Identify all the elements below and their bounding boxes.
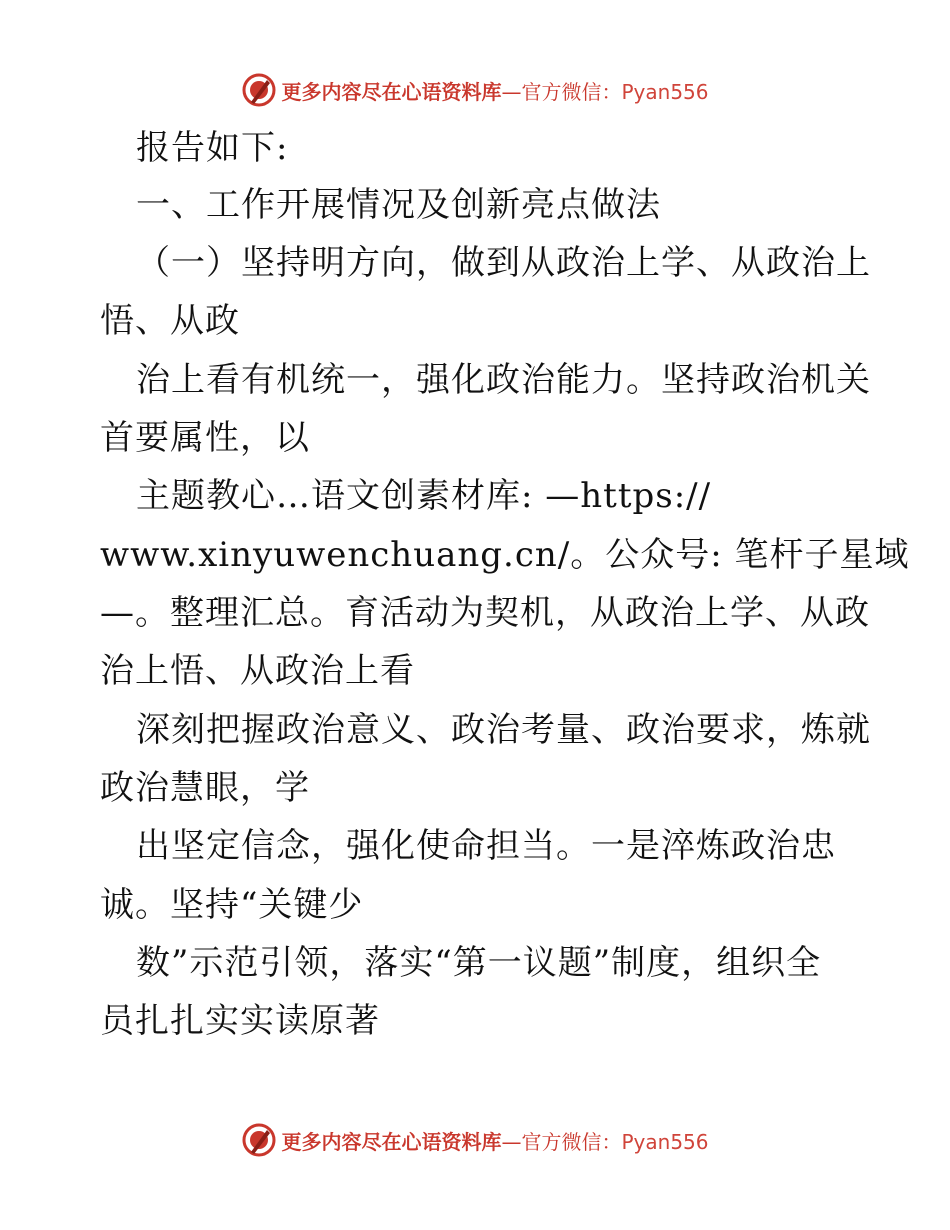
text-line: 诚。坚持“关键少 <box>100 885 364 925</box>
text-line: 主题教心…语文创素材库: —https:// <box>136 476 712 516</box>
text-line: 首要属性，以 <box>100 418 310 458</box>
text-line: 政治慧眼，学 <box>100 768 310 808</box>
watermark-wechat-id: Pyan556 <box>621 79 709 104</box>
text-line: 治上看有机统一，强化政治能力。坚持政治机关 <box>136 360 871 400</box>
watermark-text <box>281 1126 708 1155</box>
text-line: 一、工作开展情况及创新亮点做法 <box>136 185 661 225</box>
text-line: 悟、从政 <box>100 301 240 341</box>
text-line: 数”示范引领，落实“第一议题”制度，组织全 <box>136 943 822 983</box>
watermark-wechat-id: Pyan556 <box>621 1129 709 1154</box>
watermark-site: 更多内容尽在心语资料库 <box>281 79 502 104</box>
watermark-site: 更多内容尽在心语资料库 <box>281 1129 502 1154</box>
text-line: 深刻把握政治意义、政治考量、政治要求，炼就 <box>136 710 871 750</box>
watermark-wechat-label: —官方微信： <box>501 79 622 104</box>
watermark-header <box>0 70 950 110</box>
text-line: www.xinyuwenchuang.cn/。公众号: 笔杆子星域 <box>100 535 910 575</box>
pen-logo-icon <box>241 72 277 108</box>
text-line: 出坚定信念，强化使命担当。一是淬炼政治忠 <box>136 826 836 866</box>
text-line: 报告如下: <box>136 128 289 168</box>
watermark-wechat-label: —官方微信： <box>501 1129 622 1154</box>
text-line: —。整理汇总。育活动为契机，从政治上学、从政 <box>100 593 870 633</box>
pen-logo-icon <box>241 1122 277 1158</box>
text-line: 治上悟、从政治上看 <box>100 651 415 691</box>
watermark-footer <box>0 1120 950 1160</box>
text-line: 员扎扎实实读原著 <box>100 1001 380 1041</box>
text-line: （一）坚持明方向，做到从政治上学、从政治上 <box>136 243 871 283</box>
watermark-text <box>281 76 708 105</box>
